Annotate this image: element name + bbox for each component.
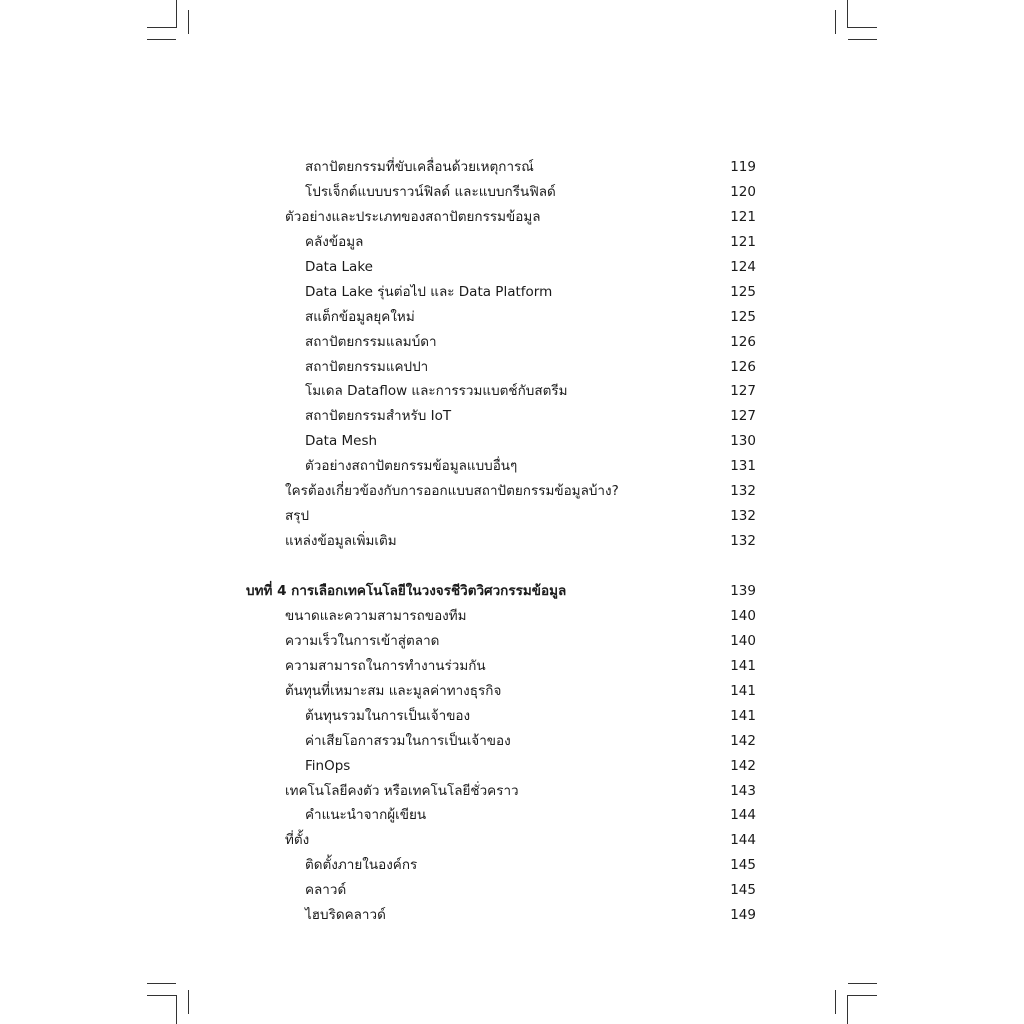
toc-entry-page: 121 xyxy=(730,208,756,225)
crop-mark-top-right-vertical xyxy=(847,0,848,28)
toc-entry-title: ความเร็วในการเข้าสู่ตลาด xyxy=(285,632,440,649)
toc-entry-page: 132 xyxy=(730,533,756,550)
toc-entry-title: สถาปัตยกรรมแลมบ์ดา xyxy=(305,333,437,350)
toc-entry[interactable] xyxy=(0,155,1024,180)
toc-entry-title: ต้นทุนรวมในการเป็นเจ้าของ xyxy=(305,707,471,724)
crop-mark-top-right-vertical-2 xyxy=(835,10,836,34)
toc-entry[interactable] xyxy=(0,679,1024,704)
toc-entry[interactable] xyxy=(0,779,1024,804)
toc-entry-title: FinOps xyxy=(305,757,351,774)
toc-entry-page: 119 xyxy=(730,159,756,175)
crop-mark-bottom-left-horizontal-2 xyxy=(147,995,176,996)
toc-entry[interactable] xyxy=(0,504,1024,529)
toc-entry[interactable] xyxy=(0,903,1024,928)
toc-entry[interactable] xyxy=(0,828,1024,853)
toc-entry-title: คำแนะนำจากผู้เขียน xyxy=(305,807,427,824)
toc-entry-page: 132 xyxy=(730,483,756,500)
toc-entry-title: ไฮบริดคลาวด์ xyxy=(305,907,386,924)
toc-entry[interactable] xyxy=(0,280,1024,305)
toc-entry-title: ต้นทุนที่เหมาะสม และมูลค่าทางธุรกิจ xyxy=(285,682,502,699)
toc-entry[interactable] xyxy=(0,355,1024,380)
toc-entry-page: 141 xyxy=(730,682,756,699)
table-of-contents xyxy=(0,155,1024,928)
toc-entry-title: ความสามารถในการทำงานร่วมกัน xyxy=(285,657,486,674)
toc-entry[interactable] xyxy=(0,479,1024,504)
toc-entry-title: สถาปัตยกรรมแคปปา xyxy=(305,358,429,375)
toc-entry[interactable] xyxy=(0,255,1024,280)
toc-entry-page: 121 xyxy=(730,233,756,250)
toc-entry-page: 143 xyxy=(730,782,756,799)
toc-entry-page: 131 xyxy=(730,458,756,475)
toc-entry-page: 141 xyxy=(730,707,756,724)
toc-entry-title: คลาวด์ xyxy=(305,882,347,899)
toc-entry-title: โมเดล Dataflow และการรวมแบตช์กับสตรีม xyxy=(305,383,568,400)
toc-entry-page: 142 xyxy=(730,757,756,774)
toc-entry-title: ตัวอย่างและประเภทของสถาปัตยกรรมข้อมูล xyxy=(285,208,541,225)
toc-entry[interactable] xyxy=(0,729,1024,754)
toc-entry-page: 142 xyxy=(730,732,756,749)
toc-entry-page: 144 xyxy=(730,807,756,824)
toc-entry-title: Data Lake xyxy=(305,258,373,275)
toc-entry-title: ที่ตั้ง xyxy=(285,832,310,849)
toc-entry[interactable] xyxy=(0,529,1024,554)
toc-entry[interactable] xyxy=(0,180,1024,205)
toc-entry-page: 125 xyxy=(730,308,756,325)
toc-entry-title: ตัวอย่างสถาปัตยกรรมข้อมูลแบบอื่นๆ xyxy=(305,458,518,475)
toc-entry-title: ติดตั้งภายในองค์กร xyxy=(305,857,418,874)
toc-entry[interactable] xyxy=(0,853,1024,878)
toc-entry-page: 127 xyxy=(730,383,756,400)
crop-mark-top-left-horizontal-2 xyxy=(147,39,176,40)
toc-entry-title: คลังข้อมูล xyxy=(305,233,364,250)
toc-entry-page: 127 xyxy=(730,408,756,425)
toc-entry[interactable] xyxy=(0,205,1024,230)
toc-entry[interactable] xyxy=(0,305,1024,330)
toc-entry-page: 149 xyxy=(730,907,756,924)
crop-mark-top-left-horizontal xyxy=(147,27,176,28)
crop-mark-bottom-left-vertical-2 xyxy=(188,990,189,1014)
toc-entry-page: 140 xyxy=(730,632,756,649)
toc-entry-page: 120 xyxy=(730,183,756,200)
crop-mark-bottom-right-horizontal-2 xyxy=(848,995,877,996)
toc-entry[interactable] xyxy=(0,330,1024,355)
toc-entry-title: สถาปัตยกรรมสำหรับ IoT xyxy=(305,408,452,425)
toc-chapter-heading[interactable] xyxy=(0,579,1024,604)
toc-entry-page: 125 xyxy=(730,283,756,300)
toc-entry-page: 124 xyxy=(730,258,756,275)
crop-mark-bottom-right-vertical-2 xyxy=(835,990,836,1014)
toc-entry-title: Data Lake รุ่นต่อไป และ Data Platform xyxy=(305,283,553,300)
crop-mark-top-left-vertical-2 xyxy=(188,10,189,34)
crop-mark-bottom-left-vertical xyxy=(176,995,177,1024)
toc-entry-page: 145 xyxy=(730,882,756,899)
crop-mark-top-right-horizontal xyxy=(848,27,877,28)
toc-entry[interactable] xyxy=(0,404,1024,429)
toc-entry[interactable] xyxy=(0,379,1024,404)
toc-entry-page: 139 xyxy=(730,583,756,599)
crop-mark-top-right-horizontal-2 xyxy=(848,39,877,40)
toc-entry[interactable] xyxy=(0,604,1024,629)
toc-entry-title: โปรเจ็กต์แบบบราวน์ฟิลด์ และแบบกรีนฟิลด์ xyxy=(305,183,556,200)
crop-mark-bottom-right-vertical xyxy=(847,995,848,1024)
toc-entry-page: 145 xyxy=(730,857,756,874)
crop-mark-bottom-left-horizontal xyxy=(147,983,176,984)
toc-entry-page: 132 xyxy=(730,508,756,525)
toc-entry-page: 126 xyxy=(730,333,756,350)
toc-entry[interactable] xyxy=(0,754,1024,779)
toc-entry-page: 141 xyxy=(730,657,756,674)
toc-entry-title: Data Mesh xyxy=(305,433,378,450)
toc-entry-title: ค่าเสียโอกาสรวมในการเป็นเจ้าของ xyxy=(305,732,511,749)
toc-entry[interactable] xyxy=(0,454,1024,479)
toc-entry[interactable] xyxy=(0,803,1024,828)
toc-chapter-title: บทที่ 4 การเลือกเทคโนโลยีในวงจรชีวิตวิศวกรรมข้อมูล xyxy=(246,583,567,599)
toc-entry[interactable] xyxy=(0,230,1024,255)
toc-entry-title: ใครต้องเกี่ยวข้องกับการออกแบบสถาปัตยกรรมข้อมูลบ้าง? xyxy=(285,483,619,500)
crop-mark-top-left-vertical xyxy=(176,0,177,28)
toc-entry-title: ขนาดและความสามารถของทีม xyxy=(285,607,467,624)
toc-entry[interactable] xyxy=(0,654,1024,679)
toc-entry[interactable] xyxy=(0,704,1024,729)
toc-entry-page: 144 xyxy=(730,832,756,849)
toc-entry[interactable] xyxy=(0,878,1024,903)
toc-entry-title: สแต็กข้อมูลยุคใหม่ xyxy=(305,308,415,325)
toc-entry-title: สถาปัตยกรรมที่ขับเคลื่อนด้วยเหตุการณ์ xyxy=(305,159,534,175)
crop-mark-bottom-right-horizontal xyxy=(848,983,877,984)
toc-entry[interactable] xyxy=(0,629,1024,654)
toc-entry-title: เทคโนโลยีคงตัว หรือเทคโนโลยีชั่วคราว xyxy=(285,782,519,799)
toc-entry-title: แหล่งข้อมูลเพิ่มเติม xyxy=(285,533,397,550)
toc-entry-title: สรุป xyxy=(285,508,310,525)
toc-entry-page: 126 xyxy=(730,358,756,375)
toc-entry[interactable] xyxy=(0,429,1024,454)
toc-entry-page: 130 xyxy=(730,433,756,450)
toc-entry-page: 140 xyxy=(730,607,756,624)
